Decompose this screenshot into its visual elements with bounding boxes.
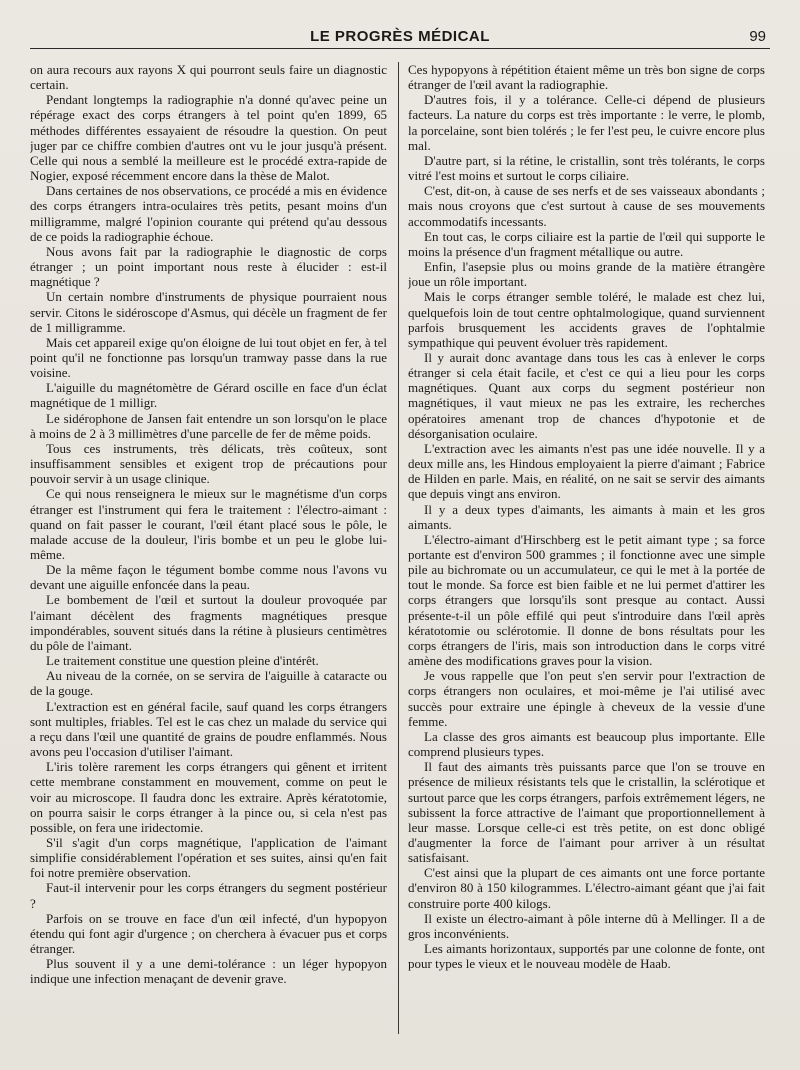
paragraph: L'aiguille du magnétomètre de Gérard oscille en face d'un éclat magnétique de 1 milligr.: [30, 380, 387, 411]
paragraph: D'autre part, si la rétine, le cristallin, sont très tolérants, le corps vitré l'est moins et surtout le corps ciliaire.: [408, 152, 765, 184]
paragraph: Au niveau de la cornée, on se servira de l'aiguille à cataracte ou de la gouge.: [30, 668, 387, 699]
paragraph: Ces hypopyons à répétition étaient même un très bon signe de corps étranger de l'œil avant la radiographie.: [408, 62, 765, 93]
paragraph: L'extraction est en général facile, sauf quand les corps étrangers sont multiples, friables. Tel est le cas chez un malade du service qui a reçu dans l'œil une quantité de grains de poudre enflammés. Nous avons peu l'occasion d'utiliser l'aimant.: [30, 698, 387, 760]
paragraph: Le bombement de l'œil et surtout la douleur provoquée par l'aimant décèlent des fragments magnétiques presque impondérables, souvent situés dans la rétine à plusieurs centimètres du pôle de l'aimant.: [30, 592, 387, 653]
paragraph: S'il s'agit d'un corps magnétique, l'application de l'aimant simplifie considérablement l'opération et ses suites, ainsi qu'en fait foi notre première observation.: [30, 834, 387, 881]
paragraph: on aura recours aux rayons X qui pourront seuls faire un diagnostic certain.: [30, 62, 387, 93]
paragraph: Dans certaines de nos observations, ce procédé a mis en évidence des corps étrangers intra-oculaires très petits, pesant moins d'un milligramme, malgré l'opinion courante qui prétend qu'au dessous de ce poids la radiographie échoue.: [30, 183, 387, 244]
paragraph: Nous avons fait par la radiographie le diagnostic de corps étranger ; un point important nous reste à élucider : est-il magnétique ?: [30, 243, 387, 290]
left-column: [30, 62, 387, 1047]
paragraph: L'extraction avec les aimants n'est pas une idée nouvelle. Il y a deux mille ans, les Hindous employaient la pierre d'aimant ; Fabrice de Hilden en parle. Mais, en réalité, on ne sait se servir des aimants que depuis vingt ans environ.: [408, 440, 765, 502]
paragraph: Plus souvent il y a une demi-tolérance : un léger hypopyon indique une infection menaçant de devenir grave.: [30, 956, 387, 987]
paragraph: Les aimants horizontaux, supportés par une colonne de fonte, ont pour types le vieux et le nouveau modèle de Haab.: [408, 941, 765, 972]
paragraph: L'électro-aimant d'Hirschberg est le petit aimant type ; sa force portante est d'environ 500 grammes ; il fonctionne avec une simple pile au bichromate ou un accumulateur, ce qui le met à la portée de tout le monde. Sa force est bien faible et ne lui permet d'attirer les corps étrangers que lorsqu'ils sont presque au contact. Aussi présente-t-il un pôle effilé qui peut s'introduire dans l'œil après kératotomie ou sclérotomie. Il donne de bons résultats pour les corps étrangers de l'iris, mais son introduction dans le corps vitré amène des modifications graves pour la vision.: [408, 531, 765, 669]
right-column: [408, 62, 765, 1047]
paragraph: La classe des gros aimants est beaucoup plus importante. Elle comprend plusieurs types.: [408, 728, 765, 760]
paragraph: Ce qui nous renseignera le mieux sur le magnétisme d'un corps étranger est l'instrument qui fera le traitement : l'électro-aimant : quand on fait passer le courant, l'œil étant placé sous le pôle, le malade accuse de la douleur, l'iris bombe et un peu le globe lui-même.: [30, 486, 387, 562]
paragraph: Tous ces instruments, très délicats, très coûteux, sont insuffisamment sensibles et exigent trop de précautions pour pouvoir servir à un usage clinique.: [30, 440, 387, 487]
paragraph: Un certain nombre d'instruments de physique pourraient nous servir. Citons le sidéroscope d'Asmus, qui décèle un fragment de fer de 1 milligramme.: [30, 289, 387, 335]
paragraph: C'est ainsi que la plupart de ces aimants ont une force portante d'environ 80 à 150 kilogrammes. L'électro-aimant géant que j'ai fait construire porte 400 kilogs.: [408, 865, 765, 911]
paragraph: Il existe un électro-aimant à pôle interne dû à Mellinger. Il a de gros inconvénients.: [408, 910, 765, 941]
paragraph: De la même façon le tégument bombe comme nous l'avons vu devant une aiguille enfoncée dans la peau.: [30, 562, 387, 593]
paragraph: Je vous rappelle que l'on peut s'en servir pour l'extraction de corps étrangers non oculaires, et moi-même je l'ai utilisé avec succès pour extraire une épingle à cheveux de la vessie d'une femme.: [408, 668, 765, 729]
page-header: [30, 26, 770, 49]
paragraph: Mais cet appareil exige qu'on éloigne de lui tout objet en fer, à tel point qu'il ne fonctionne pas lorsqu'un tramway passe dans la rue voisine.: [30, 334, 387, 381]
paragraph: Il faut des aimants très puissants parce que l'on se trouve en présence de milieux résistants tels que le cristallin, la sclérotique et surtout parce que les corps étrangers, parfois extrêmement légers, ne subissent la force attractive de l'aimant que proportionnellement à leur masse. Lorsque celle-ci est très petite, on est donc obligé d'augmenter la force de l'aimant pour arriver à un résultat satisfaisant.: [408, 759, 765, 866]
paragraph: Parfois on se trouve en face d'un œil infecté, d'un hypopyon étendu qui font agir d'urgence ; on cherchera à évacuer pus et corps étranger.: [30, 910, 387, 957]
running-title: LE PROGRÈS MÉDICAL: [310, 28, 490, 45]
paragraph: C'est, dit-on, à cause de ses nerfs et de ses vaisseaux abondants ; mais nous croyons que c'est surtout à cause de ses mouvements accommodatifs incessants.: [408, 183, 765, 229]
paragraph: Faut-il intervenir pour les corps étrangers du segment postérieur ?: [30, 880, 387, 911]
paragraph: Le traitement constitue une question pleine d'intérêt.: [46, 653, 319, 669]
column-divider: [398, 62, 399, 1034]
paragraph: Le sidérophone de Jansen fait entendre un son lorsqu'on le place à moins de 2 à 3 millimètres d'une parcelle de fer de même poids.: [30, 410, 387, 441]
paragraph: L'iris tolère rarement les corps étrangers qui gênent et irritent cette membrane constamment en mouvement, comme on peut le voir au microscope. Il faudra donc les extraire. Après kératotomie, on pourra saisir le corps étranger à la pince ou, si cela n'est pas possible, on fera une iridectomie.: [30, 759, 387, 835]
paragraph: Il y a deux types d'aimants, les aimants à main et les gros aimants.: [408, 501, 765, 532]
paragraph: Enfin, l'asepsie plus ou moins grande de la matière étrangère joue un rôle important.: [408, 259, 765, 290]
paragraph: Pendant longtemps la radiographie n'a donné qu'avec peine un répérage exact des corps étrangers à tel point qu'en 1899, 65 méthodes différentes essayaient de résoudre la question. On peut juger par ce chiffre combien d'autres ont vu le jour jusqu'à présent. Celle qui nous a semblé la meilleure est le procédé extra-rapide de Nogier, exposé récemment encore dans la thèse de Malot.: [30, 92, 387, 184]
paragraph: D'autres fois, il y a tolérance. Celle-ci dépend de plusieurs facteurs. La nature du corps est très importante : le verre, le plomb, la porcelaine, sont bien tolérés ; le fer l'est peu, le cuivre encore plus mal.: [408, 92, 765, 153]
page-number: 99: [749, 28, 766, 45]
paragraph: En tout cas, le corps ciliaire est la partie de l'œil qui supporte le moins la présence d'un fragment métallique ou autre.: [408, 228, 765, 259]
paragraph: Mais le corps étranger semble toléré, le malade est chez lui, quelquefois loin de tout centre ophtalmologique, quand surviennent parfois brusquement les accidents graves de l'ophtalmie sympathique qui peuvent évoluer très rapidement.: [408, 289, 765, 350]
paragraph: Il y aurait donc avantage dans tous les cas à enlever le corps étranger si cela était facile, et c'est ce qui a lieu pour les corps magnétiques. Quant aux corps du segment postérieur non magnétiques, il vaut mieux ne pas les extraire, les recherches opératoires amenant trop de chances d'hypotonie et de désorganisation oculaire.: [408, 349, 765, 441]
